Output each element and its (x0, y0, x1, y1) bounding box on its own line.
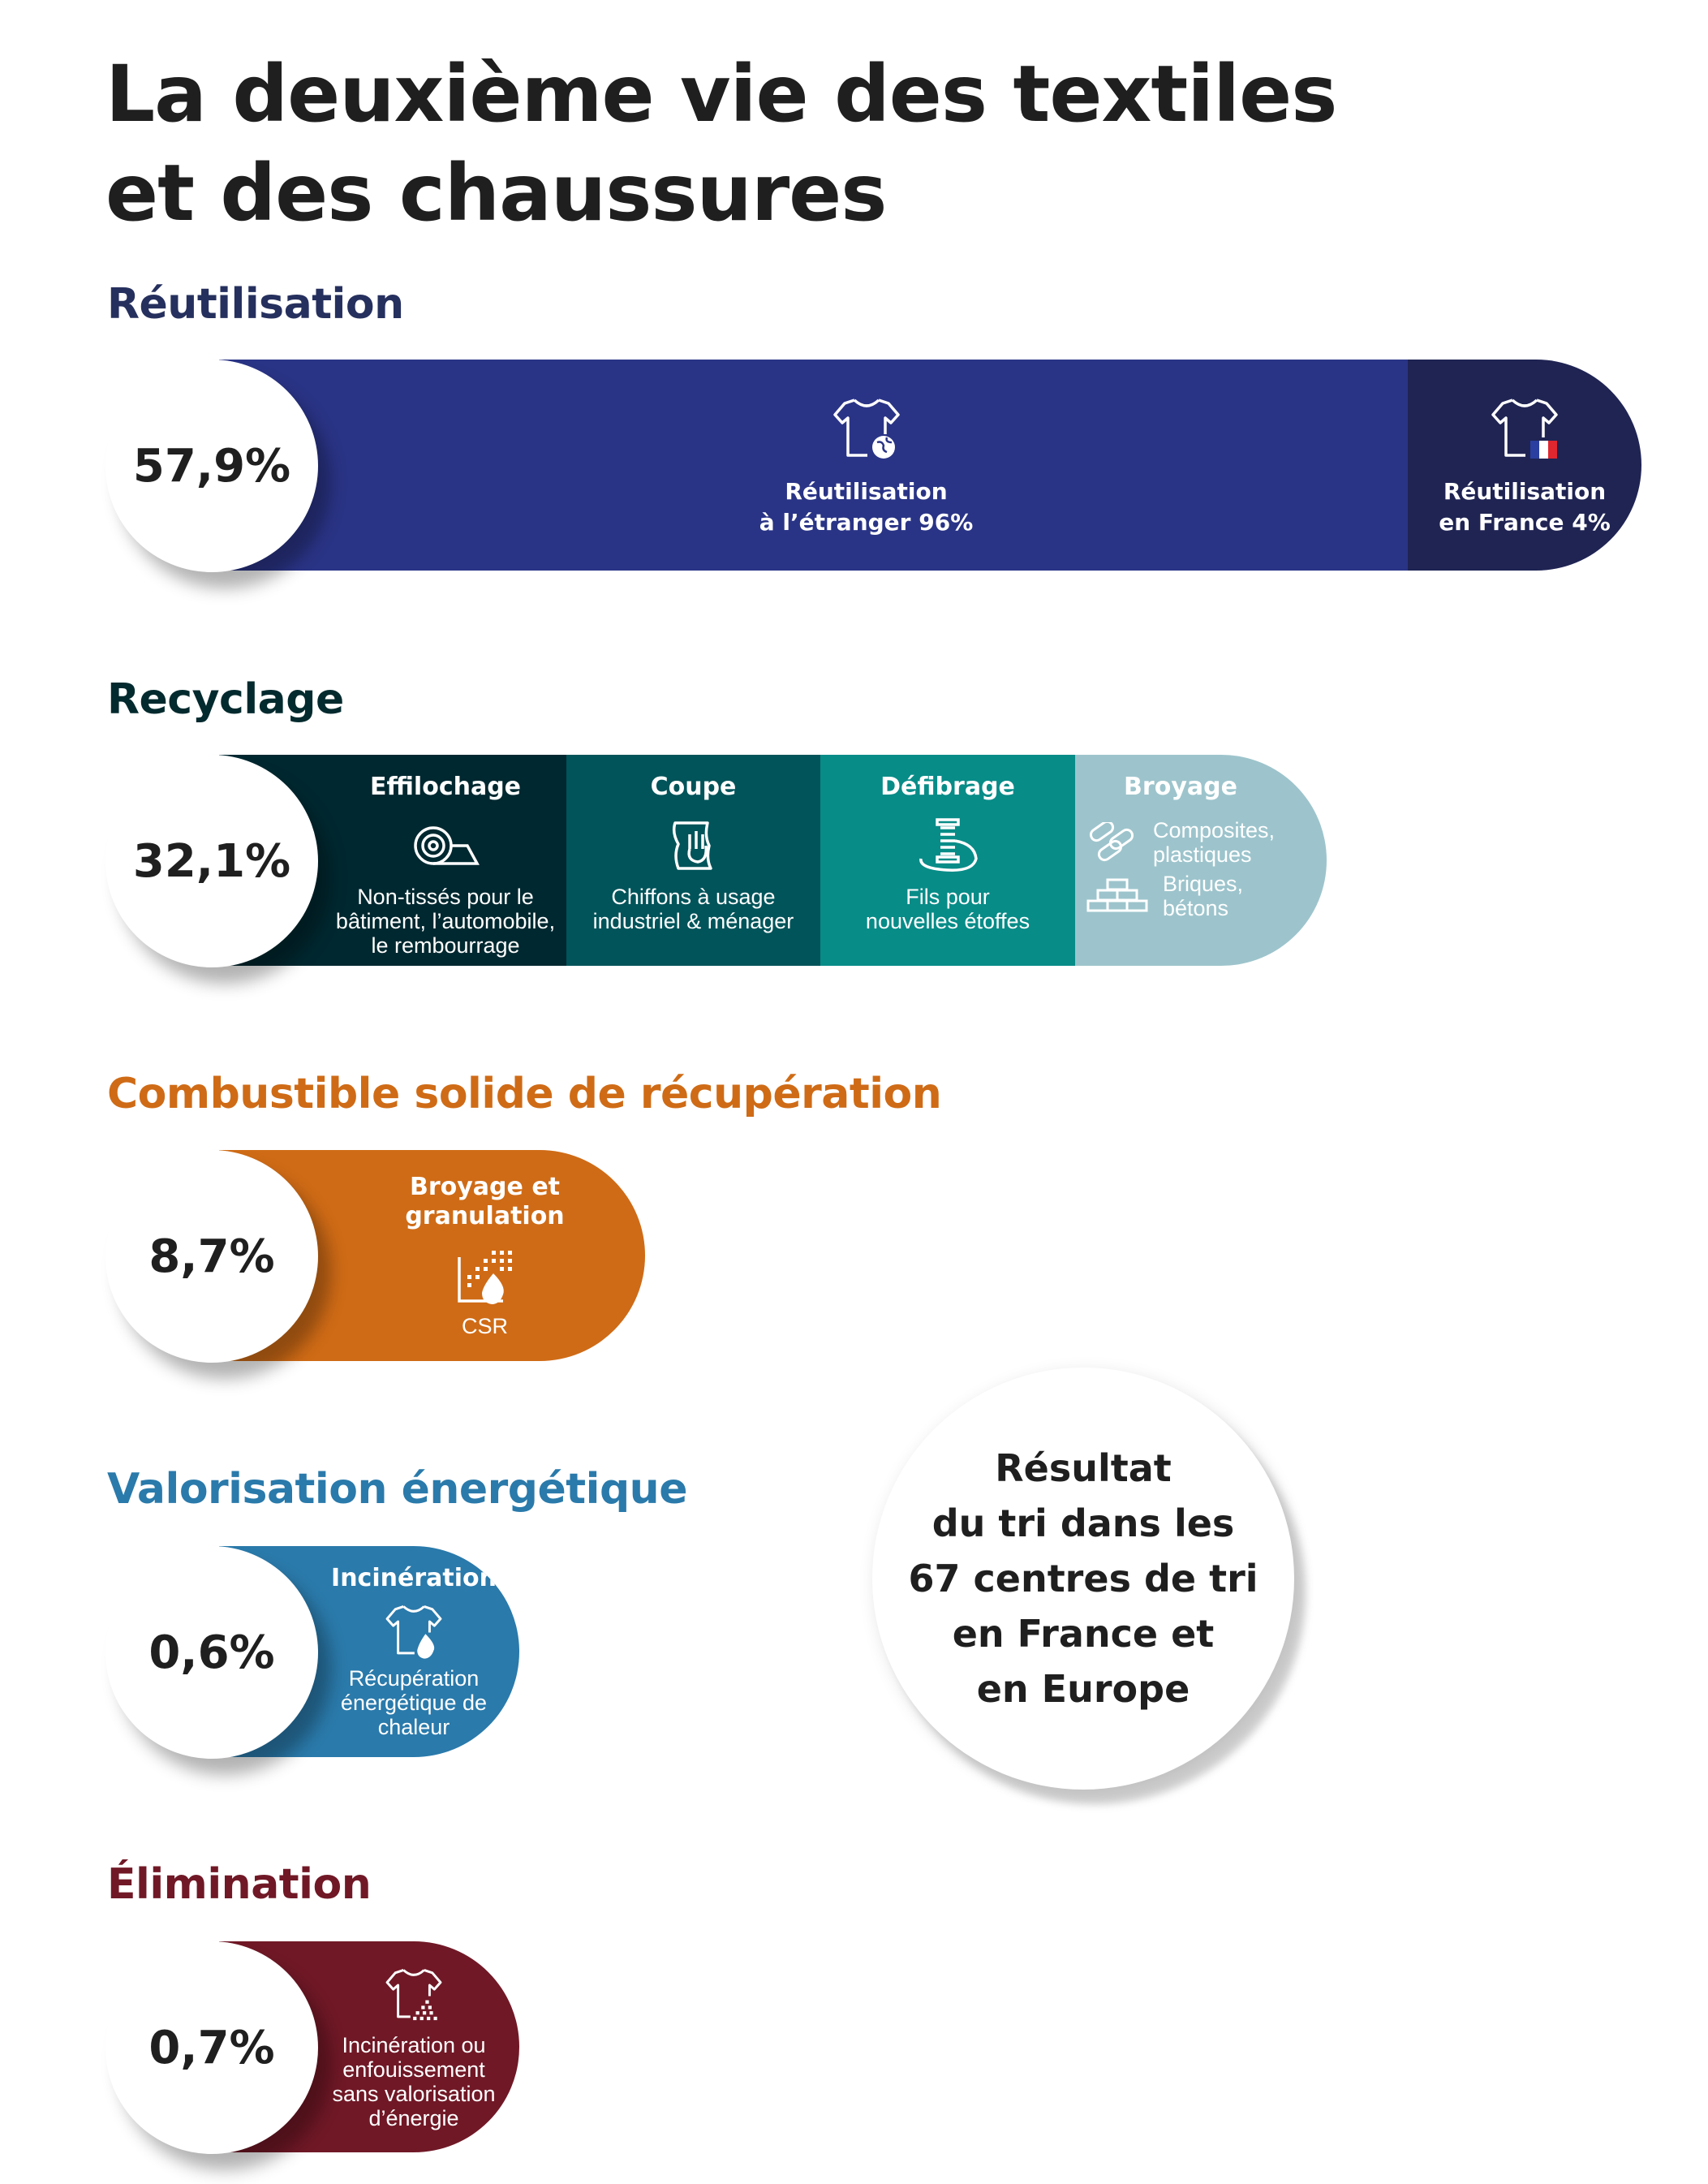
tshirt-globe-icon (830, 392, 903, 465)
defibrage-line2: nouvelles étoffes (865, 909, 1030, 933)
segment-reutilisation-abroad (219, 360, 1408, 571)
heading-elimination: Élimination (107, 1860, 372, 1909)
bricks-icon (1086, 878, 1148, 914)
tshirt-dots-icon (383, 1963, 445, 2025)
heading-csr: Combustible solide de récupération (107, 1070, 942, 1118)
broyage-item-briques (1086, 872, 1275, 920)
broyage-title: Broyage (1124, 773, 1237, 801)
csr-title-line2: granulation (405, 1202, 565, 1230)
result-circle (872, 1368, 1294, 1790)
elimination-line2: enfouissement (342, 2057, 485, 2082)
effilochage-line3: le rembourrage (371, 933, 520, 958)
broyage-item-composites (1086, 818, 1275, 867)
valorisation-title: Incinération (331, 1564, 497, 1592)
coupe-line2: industriel & ménager (592, 909, 794, 933)
page-title: La deuxième vie des textiles et des chaussures (105, 49, 1337, 239)
elimination-line4: d’énergie (368, 2106, 459, 2130)
percent-valorisation: 0,6% (105, 1546, 318, 1759)
bar-reutilisation (219, 360, 1641, 571)
broyage-item1-line2: plastiques (1152, 842, 1252, 867)
percent-csr: 8,7% (105, 1150, 318, 1363)
reutilisation-abroad-line2: à l’étranger 96% (759, 509, 974, 536)
elimination-line3: sans valorisation (332, 2082, 496, 2106)
valorisation-line3: chaleur (377, 1715, 450, 1739)
result-line2: du tri dans les (931, 1501, 1235, 1545)
reutilisation-france-line1: Réutilisation (1443, 478, 1607, 505)
broyage-item1-line1: Composites, (1152, 818, 1276, 842)
segment-coupe (566, 755, 820, 966)
broyage-item2-line2: bétons (1162, 896, 1229, 920)
defibrage-title: Défibrage (880, 773, 1015, 801)
valorisation-line1: Récupération (348, 1666, 480, 1691)
result-line1: Résultat (995, 1446, 1172, 1490)
broyage-item2-line1: Briques, (1162, 872, 1244, 896)
segment-defibrage (820, 755, 1075, 966)
effilochage-title: Effilochage (369, 773, 522, 801)
cloth-hand-icon (665, 816, 722, 873)
pills-icon (1086, 822, 1138, 863)
pellet-flame-icon (453, 1243, 518, 1307)
tshirt-france-flag-icon (1488, 392, 1561, 465)
bar-recyclage (219, 755, 1327, 966)
csr-title-line1: Broyage et (409, 1173, 561, 1201)
heading-recyclage: Recyclage (107, 675, 344, 724)
result-line3: 67 centres de tri (908, 1557, 1258, 1600)
reutilisation-france-line2: en France 4% (1439, 509, 1611, 536)
heading-valorisation: Valorisation énergétique (107, 1465, 687, 1514)
elimination-line1: Incinération ou (342, 2033, 486, 2057)
segment-reutilisation-france (1408, 360, 1641, 571)
percent-recyclage: 32,1% (105, 755, 318, 967)
fabric-roll-icon (409, 816, 482, 873)
thread-spool-icon (911, 816, 984, 875)
percent-reutilisation: 57,9% (105, 360, 318, 572)
coupe-title: Coupe (650, 773, 737, 801)
effilochage-line1: Non-tissés pour le (357, 885, 534, 909)
segment-broyage (1075, 755, 1327, 966)
csr-label: CSR (461, 1314, 508, 1338)
defibrage-line1: Fils pour (906, 885, 990, 909)
heading-reutilisation: Réutilisation (107, 280, 404, 329)
valorisation-line2: énergétique de (340, 1691, 488, 1715)
tshirt-flame-icon (383, 1600, 445, 1661)
reutilisation-abroad-line1: Réutilisation (785, 478, 948, 505)
effilochage-line2: bâtiment, l’automobile, (335, 909, 556, 933)
coupe-line1: Chiffons à usage (611, 885, 776, 909)
result-line5: en Europe (976, 1667, 1190, 1711)
result-line4: en France et (952, 1612, 1215, 1656)
percent-elimination: 0,7% (105, 1941, 318, 2154)
